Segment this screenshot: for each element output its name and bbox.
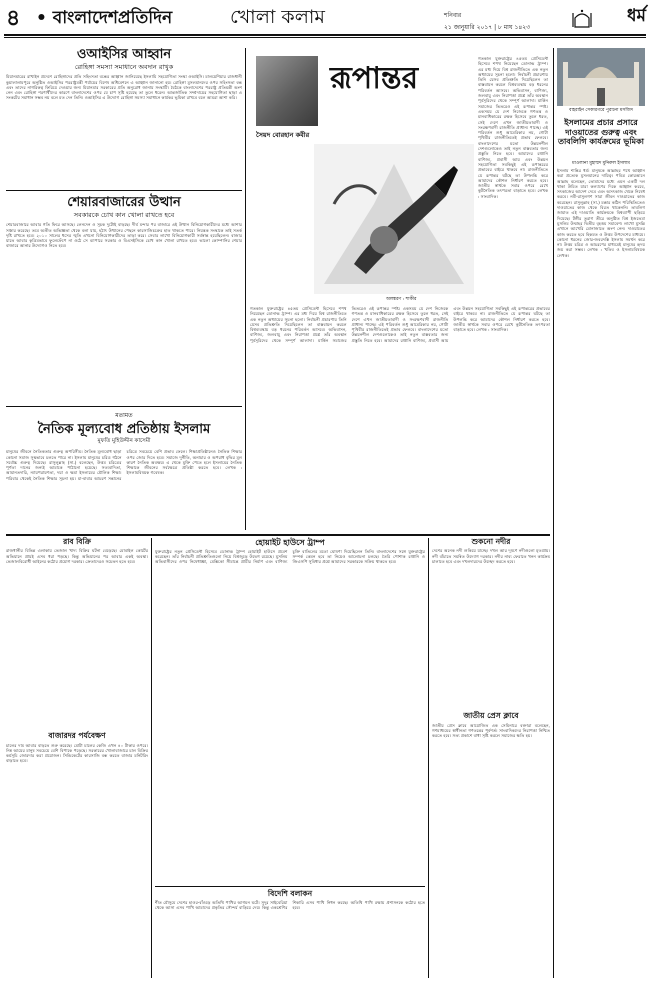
editorial-oic xyxy=(6,48,242,188)
letters-body: রাজধানীর বিভিন্ন এলাকায় ভেজাল খাদ্য বিক্রির ঘটনা বেড়েছে। মোবাইল কোর্টের অভিযানে প্রায়ই এসব ধরা পড়ছে। কিন্তু অভিযানের পর আবার একই অবস্থা। ভেজালবিরোধী আইনের কঠোর প্রয়োগ দরকার। ক্রেতাদেরও সচেতন হতে হবে। xyxy=(6,548,148,564)
oped-ethics-byline: মুফতি মুহিউদ্দীন কাসেমী xyxy=(97,438,151,445)
whitehouse-body: যুক্তরাষ্ট্রের নতুন প্রেসিডেন্ট হিসেবে ডোনাল্ড ট্রাম্প হোয়াইট হাউসে প্রবেশ করেছেন। তাঁর নির্বাচনী প্রতিশ্রুতিগুলো নিয়ে বিশ্বজুড়ে উদ্বেগ রয়েছে। মুসলিম অভিবাসীদের ওপর নিষেধাজ্ঞা, মেক্সিকো সীমান্তে প্রাচীর নির্মাণ এবং বাণিজ্য চুক্তি বাতিলের মতো ঘোষণা দিয়েছিলেন তিনি। বাংলাদেশের সঙ্গে যুক্তরাষ্ট্রের সম্পর্ক কেমন হবে তা নিয়েও আলোচনা চলছে। তৈরি পোশাক রপ্তানি ও জিএসপি সুবিধার প্রশ্নে আমাদের সরকারকে সক্রিয় থাকতে হবে। xyxy=(155,548,425,565)
column-divider xyxy=(553,48,554,978)
article-rupantor-byline: সৈয়দ বোরহান কবীর xyxy=(256,131,310,139)
dharma-body: ইসলাম শান্তির ধর্ম। মানুষকে আল্লাহর পথে আহ্বান করা প্রত্যেক মুসলমানের দায়িত্ব। পবিত্র কোরআনে আল্লাহ বলেছেন, তোমাদের মধ্যে এমন একটি দল থাকা উচিত যারা কল্যাণের দিকে আহ্বান করবে, সৎকাজের আদেশ দেবে এবং অসৎকাজ থেকে নিষেধ করবে। নবী-রাসুলগণ সারা জীবন দাওয়াতের কাজ করেছেন। রাসুলুল্লাহ (সা.) মক্কার কঠিন পরিস্থিতিতেও দাওয়াতের কাজ থেকে বিরত থাকেননি। তাবলিগ জামাত এই দাওয়াতি কার্যক্রমকে বিশ্বব্যাপী ছড়িয়ে দিয়েছে। টঙ্গীর তুরাগ তীরে অনুষ্ঠিত বিশ্ব ইজতেমা মুসলিম উম্মাহর দ্বিতীয় বৃহত্তম সমাবেশ। লাখো মুসল্লি এখানে আখেরি মোনাজাতে অংশ নেন। দাওয়াতের কাজ করতে হবে হিকমত ও উত্তম উপদেশের মাধ্যমে। কোনো ধরনের জোর-জবরদস্তি ইসলাম সমর্থন করে না। উত্তম চরিত্র ও আচরণের মাধ্যমেই মানুষের হৃদয় জয় করা সম্ভব। লেখক : খতিব ও ইসলামবিষয়ক লেখক। xyxy=(557,168,645,258)
divider xyxy=(6,406,242,407)
editorial-stock-title: শেয়ারবাজারের উত্থান xyxy=(67,195,181,210)
oped-ethics xyxy=(6,410,242,530)
religion-section-label: ধর্ম xyxy=(627,6,646,26)
market-body: চালের দাম আবার বাড়তে শুরু করেছে। মোটা চালের কেজি এখন ৪০ টাকার ওপরে। নিম্ন আয়ের মানুষ সবচেয়ে বেশি বিপাকে পড়েছে। সরকারের খোলাবাজারে চাল বিক্রির কর্মসূচি জোরদার করা প্রয়োজন। সিন্ডিকেটের কারসাজি বন্ধ করতে বাজার মনিটরিং বাড়াতে হবে। xyxy=(6,742,148,764)
birds-body: শীত মৌসুমে দেশের হাওর-বাঁওড়ে অতিথি পাখির আগমন ঘটে। সুদূর সাইবেরিয়া থেকে আসা এসব পাখি আমাদের প্রকৃতির সৌন্দর্য বাড়িয়ে দেয়। কিন্তু একশ্রেণির শিকারি এসব পাখি নিধন করছে। অতিথি পাখি রক্ষায় প্রশাসনকে কঠোর হতে হবে। xyxy=(155,900,425,911)
section-name: খোলা কলাম xyxy=(230,6,325,28)
editorial-oic-body: মিয়ানমারের রাখাইন প্রদেশে রোহিঙ্গাদের প্রতি সহিংসতা বন্ধের আহ্বান জানিয়েছে ইসলামি সহযোগিতা সংস্থা ওআইসি। মালয়েশিয়ার রাজধানী কুয়ালালামপুরে অনুষ্ঠিত ওআইসির পররাষ্ট্রমন্ত্রী পর্যায়ের বিশেষ অধিবেশনে এ আহ্বান জানানো হয়। রোহিঙ্গা মুসলমানদের ওপর সহিংসতা বন্ধ এবং তাদের নাগরিকত্ব ফিরিয়ে দেওয়ার জন্য মিয়ানমার সরকারের প্রতি অনুরোধ জানায় সংস্থাটি। বৈঠকে বাংলাদেশের পররাষ্ট্র প্রতিমন্ত্রী অংশ নেন এবং রোহিঙ্গা শরণার্থীদের কারণে বাংলাদেশের ওপর যে চাপ সৃষ্টি হয়েছে তা তুলে ধরেন। আন্তর্জাতিক সম্প্রদায়ের সহযোগিতা ছাড়া এ সংকটের সমাধান সম্ভব নয় বলে মত দেন তিনি। ওআইসির এ উদ্যোগ রোহিঙ্গা সমস্যা সমাধানে কার্যকর ভূমিকা রাখবে বলে আমরা আশা করি। xyxy=(6,74,242,101)
mosque-icon xyxy=(557,48,645,106)
divider xyxy=(6,190,242,191)
rivers-body: দেশের অনেক নদী শুকিয়ে যাচ্ছে। দখল আর দূষণে নদীগুলো মৃতপ্রায়। নদী বাঁচাতে সমন্বিত উদ্যোগ দরকার। নদীর নাব্য ফেরাতে খনন কার্যক্রম চালাতে হবে এবং দখলদারদের উচ্ছেদ করতে হবে। xyxy=(432,548,550,564)
mosque-photo-caption: বাহরাইন সেকারগরে পুরানো মসজিদ xyxy=(568,108,633,113)
article-rupantor-body: গতকাল যুক্তরাষ্ট্রের ৪৫তম প্রেসিডেন্ট হিসেবে শপথ নিয়েছেন ডোনাল্ড ট্রাম্প। এর মধ্য দিয়ে বিশ্ব রাজনীতিতে এক নতুন অধ্যায়ের সূচনা হলো। নির্বাচনী প্রচারণায় তিনি যেসব প্রতিশ্রুতি দিয়েছিলেন তা বাস্তবায়ন করলে বিশ্বব্যবস্থায় বড় ধরনের পরিবর্তন আসবে। অভিবাসন, বাণিজ্য, জলবায়ু এবং নিরাপত্তা প্রশ্নে তাঁর অবস্থান পূর্বসূরিদের থেকে সম্পূর্ণ আলাদা। মার্কিন সমাজের ভিতরেও এই রূপান্তর স্পষ্ট। একসময় যে দেশ নিজেকে গণতন্ত্র ও মানবাধিকারের রক্ষক হিসেবে তুলে ধরত, সেই দেশে এখন জাতীয়তাবাদী ও সংরক্ষণবাদী রাজনীতি প্রাধান্য পাচ্ছে। এই পরিবর্তন শুধু আমেরিকার নয়, গোটা পৃথিবীর রাজনীতিতেই প্রভাব ফেলবে। বাংলাদেশের মতো উন্নয়নশীল দেশগুলোকেও তাই নতুন বাস্তবতার জন্য প্রস্তুতি নিতে হবে। আমাদের রপ্তানি বাণিজ্য, প্রবাসী আয় এবং উন্নয়ন সহযোগিতা সবকিছুই এই রূপান্তরের প্রভাবের বাইরে থাকবে না। রাজনীতিতে যে রূপান্তর ঘটছে তা উপলব্ধি করে আমাদের কৌশল নির্ধারণ করতে হবে। জাতীয় স্বার্থকে সবার ওপরে রেখে কূটনৈতিক তৎপরতা বাড়াতে হবে। লেখক : সাংবাদিক। xyxy=(250,306,550,343)
editorial-stock-body: শেয়ারবাজারে আবার গতি ফিরে আসছে। লেনদেন ও সূচক দুটোই বাড়ছে। দীর্ঘ মন্দার পর বাজারে এই উত্থান বিনিয়োগকারীদের মধ্যে আশার সঞ্চার করেছে। তবে অতীত অভিজ্ঞতা থেকে বলা যায়, হঠাৎ উত্থানের পেছনে কারসাজিচক্রের হাত থাকতে পারে। নিয়ন্ত্রক সংস্থাকে তাই সতর্ক দৃষ্টি রাখতে হবে। ২০১০ সালের ধসের স্মৃতি এখনো বিনিয়োগকারীদের তাড়া করে। সেবার লাখো বিনিয়োগকারী সর্বস্বান্ত হয়েছিলেন। বাজার যাতে আবার কৃত্রিমভাবে ফুলেফেঁপে না ওঠে সে ব্যাপারে সরকার ও বিএসইসিকে চোখ কান খোলা রাখতে হবে। ভালো কোম্পানির শেয়ার বাজারে আনার উদ্যোগও নিতে হবে। xyxy=(6,222,242,249)
oped-ethics-body: মানুষের জীবনে নৈতিকতার গুরুত্ব অপরিসীম। নৈতিক মূল্যবোধ ছাড়া কোনো সমাজ সুস্থভাবে চলতে পারে না। ইসলাম মানুষের চরিত্র গঠনে সর্বোচ্চ গুরুত্ব দিয়েছে। রাসুলুল্লাহ (সা.) বলেছেন, উত্তম চরিত্রের পূর্ণতা দানের জন্যই আমাকে পাঠানো হয়েছে। সত্যবাদিতা, আমানতদারি, ন্যায়পরায়ণতা, দয়া ও ক্ষমা ইসলামের মৌলিক শিক্ষা। পরিবার থেকেই নৈতিক শিক্ষার সূচনা হয়। মা-বাবার আচরণ সন্তানের চরিত্রে সবচেয়ে বেশি প্রভাব ফেলে। শিক্ষাপ্রতিষ্ঠানেও নৈতিক শিক্ষার ওপর জোর দিতে হবে। সমাজে দুর্নীতি, অনাচার ও অপরাধ বৃদ্ধির মূল কারণ নৈতিক অবক্ষয়। এ থেকে মুক্তি পেতে হলে ইসলামের নৈতিক শিক্ষাকে জীবনের সর্বক্ষেত্রে প্রতিষ্ঠা করতে হবে। লেখক : ইসলামবিষয়ক গবেষক। xyxy=(6,449,242,481)
editorial-oic-title: ওআইসির আহ্বান xyxy=(76,47,172,62)
oped-ethics-kicker: মতামত xyxy=(115,412,133,419)
whitehouse-title: হোয়াইট হাউসে ট্রাম্প xyxy=(255,537,325,547)
dharma-section-logo xyxy=(571,4,646,34)
author-photo xyxy=(256,56,318,126)
bottom-right-column xyxy=(432,538,550,978)
dharma-byline: মাওলানা মুহাম্মদ মুনিরুল ইসলাম xyxy=(572,161,630,166)
date-line: ২১ জানুয়ারি ২০১৭ | ৮ মাঘ ১৪২৩ xyxy=(444,24,531,31)
article-rupantor-title: রূপান্তর xyxy=(330,61,419,96)
paper-name: • বাংলাদেশপ্রতিদিন xyxy=(36,8,173,28)
article-illustration xyxy=(314,144,474,294)
editorial-stock-subtitle: সবকারকে চোখ কান খোলা রাখতে হবে xyxy=(73,211,175,220)
dharma-headline: ইসলামের প্রচার প্রসারে দাওয়াতের গুরুত্ব এবং তাবলিগি কার্যক্রমের ভূমিকা xyxy=(557,117,644,146)
oped-ethics-title: নৈতিক মূল্যবোধ প্রতিষ্ঠায় ইসলাম xyxy=(37,422,211,437)
page-number: ৪ xyxy=(6,5,21,31)
editorial-stock xyxy=(6,196,242,404)
bottom-middle-column xyxy=(155,538,425,978)
column-divider xyxy=(245,48,246,530)
weekday: শনিবার xyxy=(444,12,462,19)
market-title: বাজারদর পর্যবেক্ষণ xyxy=(48,731,106,741)
section-divider xyxy=(6,534,550,536)
dharma-column xyxy=(557,48,645,978)
masthead xyxy=(4,4,646,44)
masthead-rule-thin xyxy=(4,37,646,38)
article-rupantor-body-cont: গতকাল যুক্তরাষ্ট্রের ৪৫তম প্রেসিডেন্ট হিসেবে শপথ নিয়েছেন ডোনাল্ড ট্রাম্প। এর মধ্য দিয়ে বিশ্ব রাজনীতিতে এক নতুন অধ্যায়ের সূচনা হলো। নির্বাচনী প্রচারণায় তিনি যেসব প্রতিশ্রুতি দিয়েছিলেন তা বাস্তবায়ন করলে বিশ্বব্যবস্থায় বড় ধরনের পরিবর্তন আসবে। অভিবাসন, বাণিজ্য, জলবায়ু এবং নিরাপত্তা প্রশ্নে তাঁর অবস্থান পূর্বসূরিদের থেকে সম্পূর্ণ আলাদা। মার্কিন সমাজের ভিতরেও এই রূপান্তর স্পষ্ট। একসময় যে দেশ নিজেকে গণতন্ত্র ও মানবাধিকারের রক্ষক হিসেবে তুলে ধরত, সেই দেশে এখন জাতীয়তাবাদী ও সংরক্ষণবাদী রাজনীতি প্রাধান্য পাচ্ছে। এই পরিবর্তন শুধু আমেরিকার নয়, গোটা পৃথিবীর রাজনীতিতেই প্রভাব ফেলবে। বাংলাদেশের মতো উন্নয়নশীল দেশগুলোকেও তাই নতুন বাস্তবতার জন্য প্রস্তুতি নিতে হবে। আমাদের রপ্তানি বাণিজ্য, প্রবাসী আয় এবং উন্নয়ন সহযোগিতা সবকিছুই এই রূপান্তরের প্রভাবের বাইরে থাকবে না। রাজনীতিতে যে রূপান্তর ঘটছে তা উপলব্ধি করে আমাদের কৌশল নির্ধারণ করতে হবে। জাতীয় স্বার্থকে সবার ওপরে রেখে কূটনৈতিক তৎপরতা বাড়াতে হবে। লেখক : সাংবাদিক। xyxy=(478,56,548,199)
rivers-title: শুকনো নদীর xyxy=(471,537,511,546)
pressclub-title: জাতীয় প্রেস ক্লাবে xyxy=(463,711,519,721)
masthead-rule xyxy=(4,34,646,36)
illustration-credit: অলঙ্করণ : শাকীর xyxy=(386,297,417,302)
mosque-photo xyxy=(557,48,645,106)
article-rupantor xyxy=(250,48,550,530)
pressclub-body: জাতীয় প্রেস ক্লাবে আয়োজিত এক সেমিনারে বক্তারা বলেছেন, গণমাধ্যমের স্বাধীনতা গণতন্ত্রের পূর্বশর্ত। সাংবাদিকদের নিরাপত্তা নিশ্চিত করতে হবে। সত্য প্রকাশে বাধা সৃষ্টি করলে সমাজের ক্ষতি হয়। xyxy=(432,722,550,739)
divider xyxy=(155,886,425,887)
letters-title: রাব বিক্রি xyxy=(63,537,91,546)
column-divider xyxy=(428,538,429,978)
mosque-icon xyxy=(571,8,593,28)
birds-title: বিদেশি বলাকন xyxy=(267,889,313,898)
column-divider xyxy=(151,538,152,978)
bottom-left-column xyxy=(6,538,148,978)
editorial-oic-subtitle: রোহিঙ্গা সমস্যা সমাধানে অবদান রাখুক xyxy=(74,63,174,72)
